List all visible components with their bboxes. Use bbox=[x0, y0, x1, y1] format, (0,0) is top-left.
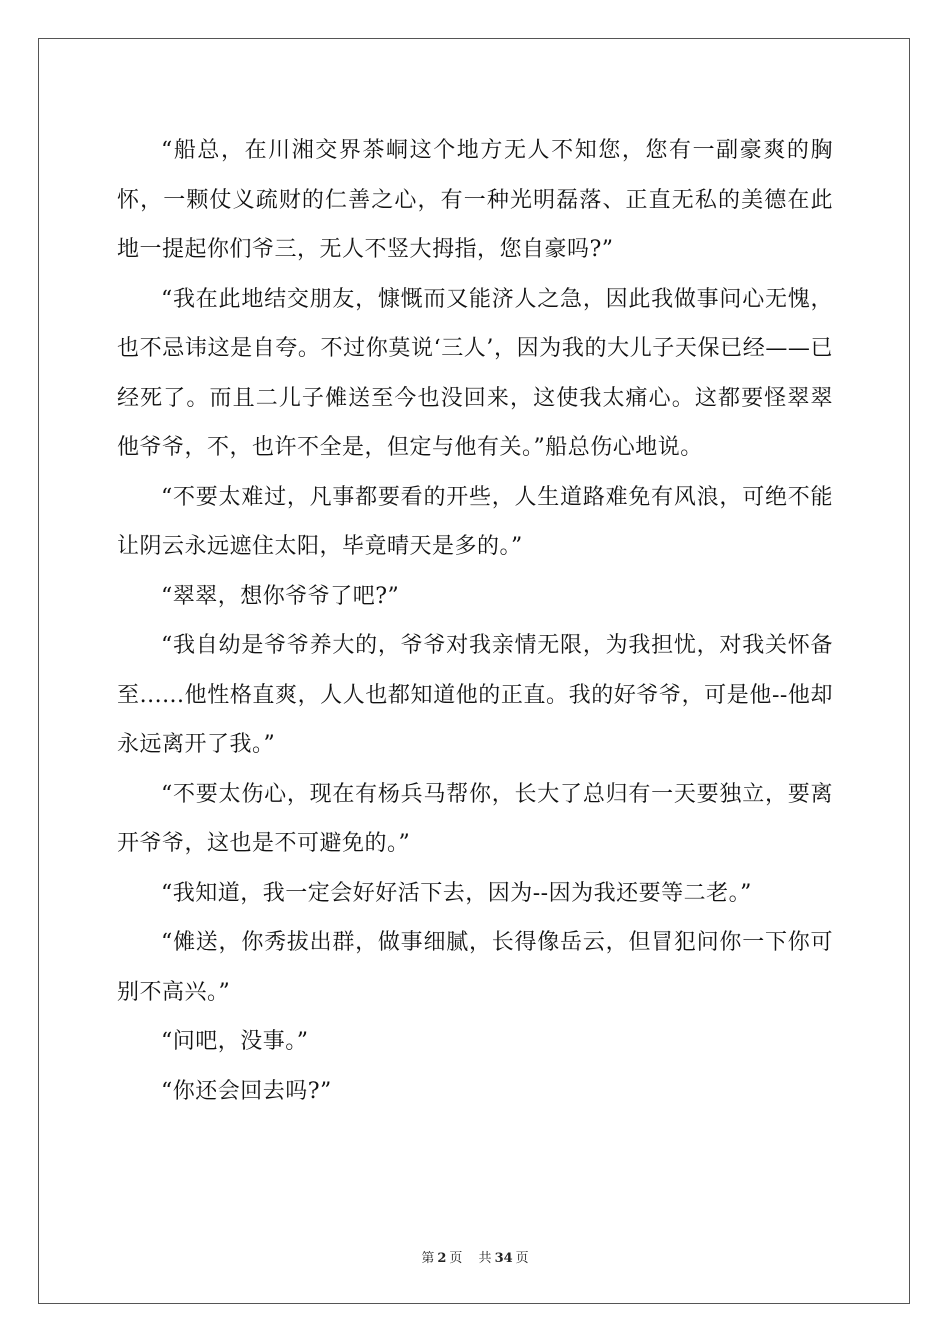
paragraph-7: “我知道，我一定会好好活下去，因为--因为我还要等二老。” bbox=[161, 880, 752, 906]
page-indicator bbox=[418, 1251, 465, 1266]
paragraph-2: “我在此地结交朋友，慷慨而又能济人之急，因此我做事问心无愧，也不忌讳这是自夸。不过你莫说‘三人’，因为我的大儿子天保已经——已经死了。而且二儿子傩送至今也没回来，这使我太痛心。这都要怪翠翠他爷爷，不，也许不全是，但定与他有关。”船总伤心地说。 bbox=[117, 286, 833, 460]
page-prefix: 第 bbox=[421, 1251, 435, 1266]
paragraph-8: “傩送，你秀拔出群，做事细腻，长得像岳云，但冒犯问你一下你可别不高兴。” bbox=[117, 930, 833, 1005]
page-suffix: 页 bbox=[449, 1251, 463, 1266]
paragraph-10: “你还会回去吗?” bbox=[161, 1078, 332, 1104]
paragraph-5: “我自幼是爷爷养大的，爷爷对我亲情无限，为我担忧，对我关怀备至......他性格直爽，人人也都知道他的正直。我的好爷爷，可是他--他却永远离开了我。” bbox=[117, 633, 833, 757]
page-number: 2 bbox=[437, 1251, 447, 1266]
paragraph-9: “问吧，没事。” bbox=[161, 1029, 309, 1054]
page-footer bbox=[0, 1247, 950, 1266]
paragraph-6: “不要太伤心，现在有杨兵马帮你，长大了总归有一天要独立，要离开爷爷，这也是不可避免的。” bbox=[117, 781, 833, 856]
paragraph-4: “翠翠，想你爷爷了吧?” bbox=[161, 583, 400, 609]
total-suffix: 页 bbox=[515, 1251, 529, 1266]
paragraph-1: “船总，在川湘交界茶峒这个地方无人不知您，您有一副豪爽的胸怀，一颗仗义疏财的仁善之心，有一种光明磊落、正直无私的美德在此地一提起你们爷三，无人不竖大拇指，您自豪吗?” bbox=[117, 138, 833, 262]
paragraph-3: “不要太难过，凡事都要看的开些，人生道路难免有风浪，可绝不能让阴云永远遮住太阳，毕竟晴天是多的。” bbox=[117, 484, 833, 559]
total-prefix: 共 bbox=[478, 1251, 492, 1266]
total-pages: 34 bbox=[494, 1251, 513, 1266]
total-indicator bbox=[476, 1251, 532, 1266]
document-body bbox=[117, 126, 833, 1116]
